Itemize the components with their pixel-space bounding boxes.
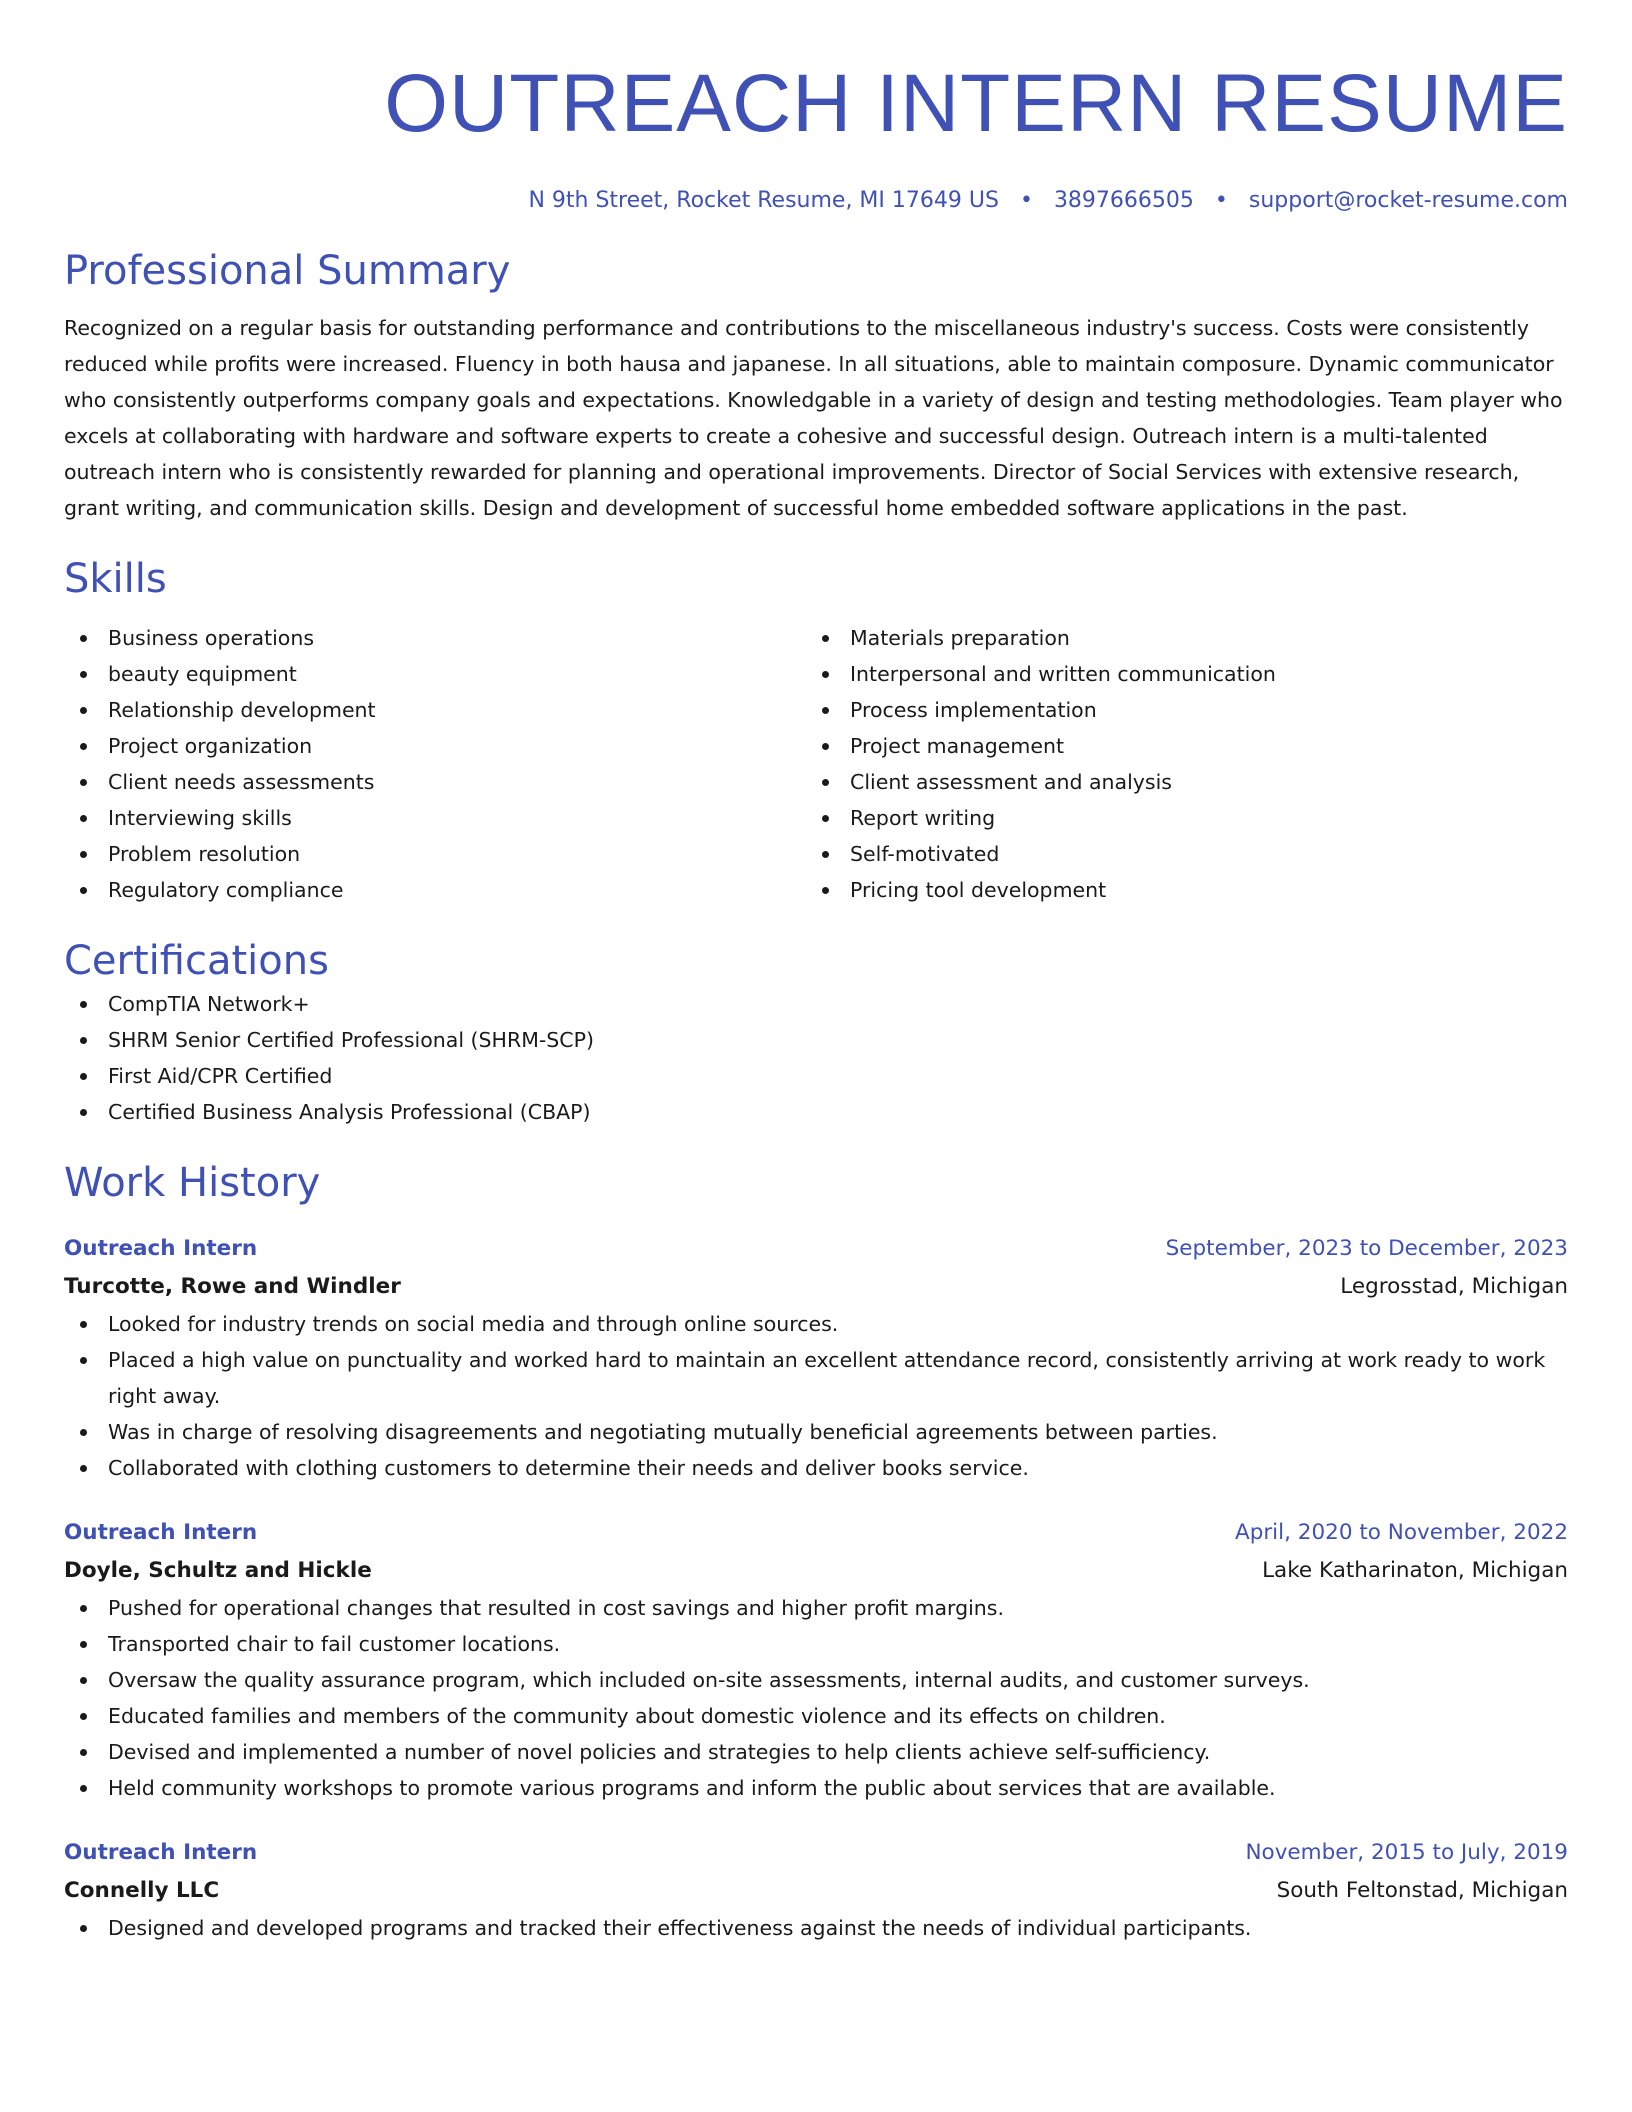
skills-list-right	[806, 620, 1548, 908]
skill-item: Report writing	[806, 800, 1548, 836]
certification-item: First Aid/CPR Certified	[64, 1058, 1568, 1094]
job-bullet: Educated families and members of the community about domestic violence and its effects on children.	[64, 1698, 1568, 1734]
job-company-row	[64, 1268, 1568, 1306]
skill-item: Self-motivated	[806, 836, 1548, 872]
job-dates: September, 2023 to December, 2023	[1165, 1236, 1568, 1261]
skill-item: Pricing tool development	[806, 872, 1548, 908]
certifications-list	[64, 986, 1568, 1130]
skill-item: Problem resolution	[64, 836, 806, 872]
work-history-list	[64, 1230, 1568, 1946]
resume-page	[64, 0, 1568, 1946]
skills-column-right	[806, 620, 1548, 908]
skills-list-left	[64, 620, 806, 908]
job-bullet: Placed a high value on punctuality and worked hard to maintain an excellent attendance record, consistently arriving at work ready to work right away.	[64, 1342, 1568, 1414]
contact-line	[64, 186, 1568, 216]
job-company-row	[64, 1872, 1568, 1910]
job-bullet: Transported chair to fail customer locations.	[64, 1626, 1568, 1662]
job-location: Lake Katharinaton, Michigan	[1262, 1558, 1568, 1583]
resume-title: OUTREACH INTERN RESUME	[384, 58, 1568, 149]
job-bullet: Designed and developed programs and tracked their effectiveness against the needs of individual participants.	[64, 1910, 1568, 1946]
job-bullet: Looked for industry trends on social media and through online sources.	[64, 1306, 1568, 1342]
job-bullet: Devised and implemented a number of novel policies and strategies to help clients achieve self-sufficiency.	[64, 1734, 1568, 1770]
certification-item: CompTIA Network+	[64, 986, 1568, 1022]
skill-item: Process implementation	[806, 692, 1548, 728]
job-entry	[64, 1834, 1568, 1946]
skill-item: Project management	[806, 728, 1548, 764]
job-bullet: Held community workshops to promote various programs and inform the public about services that are available.	[64, 1770, 1568, 1806]
skill-item: Client needs assessments	[64, 764, 806, 800]
job-bullet-list	[64, 1590, 1568, 1806]
job-bullet: Pushed for operational changes that resulted in cost savings and higher profit margins.	[64, 1590, 1568, 1626]
job-dates: November, 2015 to July, 2019	[1245, 1840, 1568, 1865]
job-company: Turcotte, Rowe and Windler	[64, 1274, 401, 1299]
certification-item: SHRM Senior Certified Professional (SHRM-SCP)	[64, 1022, 1568, 1058]
contact-separator: •	[1019, 188, 1033, 213]
job-bullet: Collaborated with clothing customers to determine their needs and deliver books service.	[64, 1450, 1568, 1486]
job-company: Connelly LLC	[64, 1878, 220, 1903]
skill-item: Project organization	[64, 728, 806, 764]
job-title-row	[64, 1230, 1568, 1268]
job-company-row	[64, 1552, 1568, 1590]
job-entry	[64, 1230, 1568, 1486]
job-title: Outreach Intern	[64, 1520, 258, 1545]
skills-column-left	[64, 620, 806, 908]
job-bullet: Oversaw the quality assurance program, which included on-site assessments, internal audits, and customer surveys.	[64, 1662, 1568, 1698]
job-bullet-list	[64, 1306, 1568, 1486]
skill-item: beauty equipment	[64, 656, 806, 692]
skill-item: Client assessment and analysis	[806, 764, 1548, 800]
contact-separator: •	[1214, 188, 1228, 213]
job-title-row	[64, 1834, 1568, 1872]
contact-email: support@rocket-resume.com	[1248, 188, 1568, 213]
job-dates: April, 2020 to November, 2022	[1234, 1520, 1568, 1545]
skill-item: Regulatory compliance	[64, 872, 806, 908]
contact-address: N 9th Street, Rocket Resume, MI 17649 US	[528, 188, 999, 213]
job-title: Outreach Intern	[64, 1840, 258, 1865]
job-title-row	[64, 1514, 1568, 1552]
job-entry	[64, 1514, 1568, 1806]
skill-item: Interpersonal and written communication	[806, 656, 1548, 692]
certifications-heading: Certifications	[64, 938, 329, 984]
job-title: Outreach Intern	[64, 1236, 258, 1261]
certification-item: Certified Business Analysis Professional (CBAP)	[64, 1094, 1568, 1130]
skill-item: Interviewing skills	[64, 800, 806, 836]
job-bullet-list	[64, 1910, 1568, 1946]
job-company: Doyle, Schultz and Hickle	[64, 1558, 372, 1583]
work-history-heading: Work History	[64, 1160, 321, 1206]
summary-heading: Professional Summary	[64, 248, 511, 294]
job-location: Legrosstad, Michigan	[1340, 1274, 1568, 1299]
skill-item: Business operations	[64, 620, 806, 656]
skills-grid	[64, 620, 1568, 908]
job-bullet: Was in charge of resolving disagreements and negotiating mutually beneficial agreements between parties.	[64, 1414, 1568, 1450]
skill-item: Relationship development	[64, 692, 806, 728]
skill-item: Materials preparation	[806, 620, 1548, 656]
skills-heading: Skills	[64, 556, 167, 602]
contact-phone: 3897666505	[1053, 188, 1194, 213]
summary-text: Recognized on a regular basis for outstanding performance and contributions to the miscellaneous industry's success. Costs were consistently reduced while profits were increased. Fluency in both hausa and japanese. In all situations, able to maintain composure. Dynamic communicator who consistently outperforms company goals and expectations. Knowledgable in a variety of design and testing methodologies. Team player who excels at collaborating with hardware and software experts to create a cohesive and successful design. Outreach intern is a multi-talented outreach intern who is consistently rewarded for planning and operational improvements. Director of Social Services with extensive research, grant writing, and communication skills. Design and development of successful home embedded software applications in the past.	[64, 316, 1563, 520]
job-location: South Feltonstad, Michigan	[1276, 1878, 1568, 1903]
